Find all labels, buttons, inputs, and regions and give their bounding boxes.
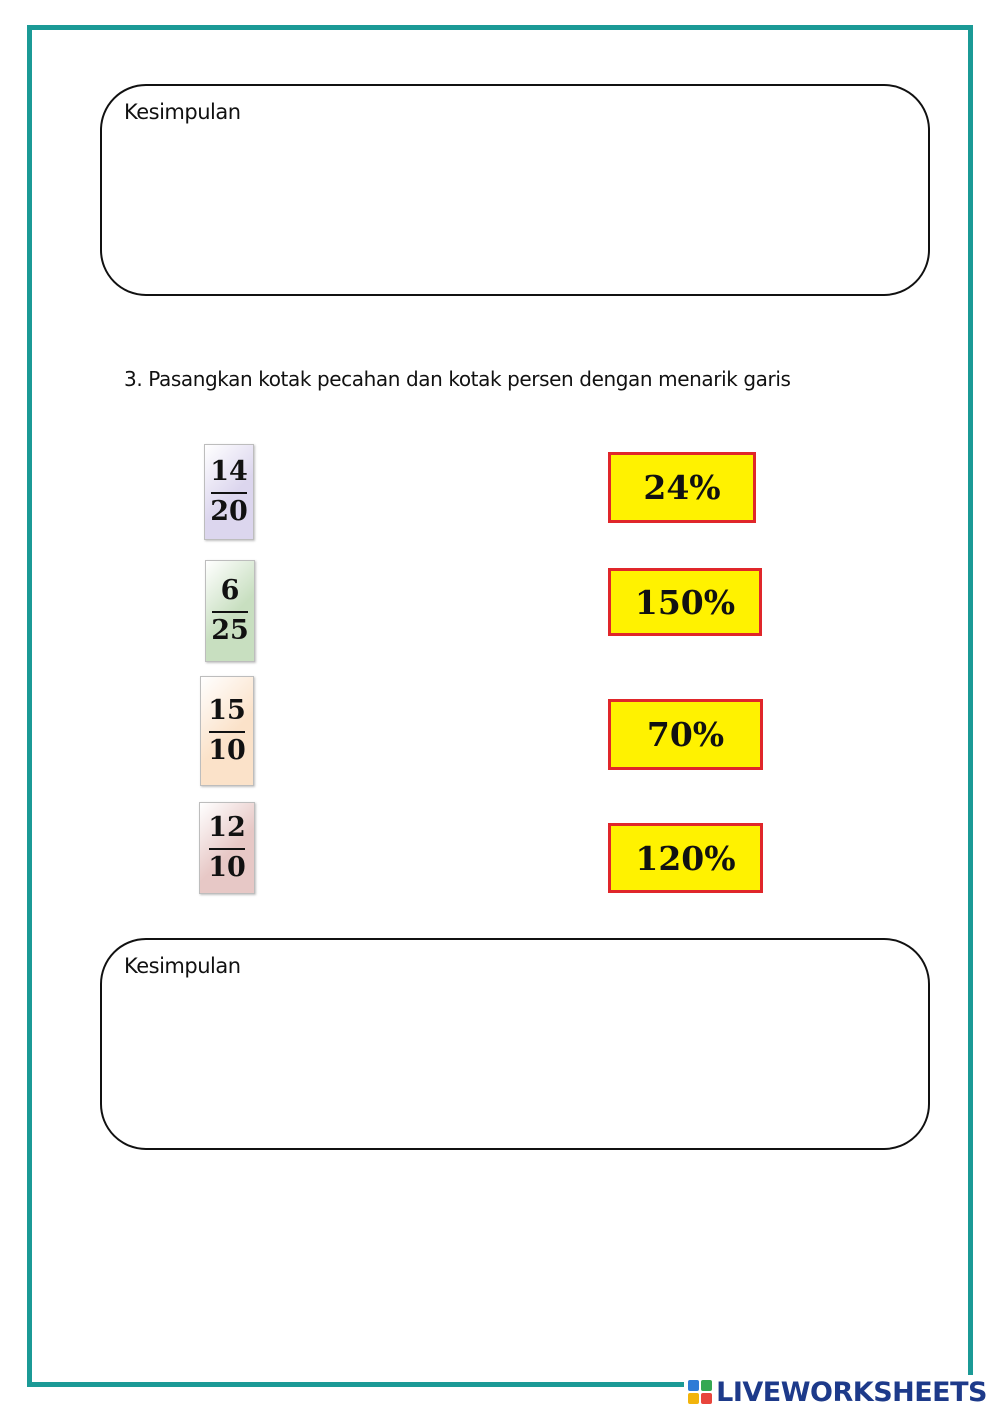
fraction-bar xyxy=(209,848,245,850)
fraction-denominator: 25 xyxy=(211,614,249,646)
percent-box[interactable]: 24% xyxy=(608,452,756,523)
fraction-card[interactable] xyxy=(205,560,255,662)
question-text: 3. Pasangkan kotak pecahan dan kotak persen dengan menarik garis xyxy=(124,367,791,391)
fraction-numerator: 12 xyxy=(208,812,246,844)
fraction-card[interactable] xyxy=(199,802,255,894)
fraction-numerator: 15 xyxy=(208,695,246,727)
percent-box[interactable]: 70% xyxy=(608,699,763,770)
conclusion-label: Kesimpulan xyxy=(124,100,241,124)
fraction-card[interactable] xyxy=(204,444,254,540)
conclusion-label: Kesimpulan xyxy=(124,954,241,978)
fraction-bar xyxy=(211,492,247,494)
fraction-denominator: 20 xyxy=(210,495,248,527)
percent-box[interactable]: 120% xyxy=(608,823,763,893)
fraction-numerator: 14 xyxy=(210,456,248,488)
fraction-numerator: 6 xyxy=(220,575,240,607)
conclusion-box-top[interactable] xyxy=(100,84,930,296)
fraction-denominator: 10 xyxy=(208,734,246,766)
watermark-text: LIVEWORKSHEETS xyxy=(716,1376,987,1408)
fraction-denominator: 10 xyxy=(208,851,246,883)
fraction-bar xyxy=(212,611,248,613)
percent-box[interactable]: 150% xyxy=(608,568,762,636)
fraction-card[interactable] xyxy=(200,676,254,786)
fraction-bar xyxy=(209,731,245,733)
conclusion-box-bottom[interactable] xyxy=(100,938,930,1150)
liveworksheets-logo-icon xyxy=(688,1380,712,1404)
liveworksheets-watermark xyxy=(684,1375,987,1409)
